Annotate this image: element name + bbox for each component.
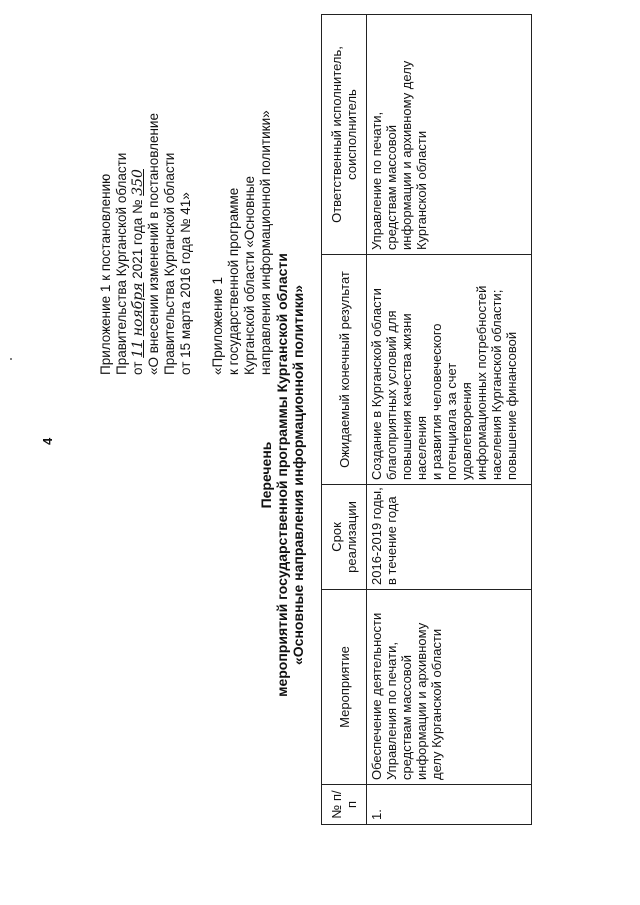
annex-date-line (130, 15, 146, 375)
annex-line: Приложение 1 к постановлению (98, 173, 113, 375)
annex-date-prefix: от (130, 357, 145, 375)
annex-line: к государственной программе (226, 187, 241, 375)
title-line: «Основные направления информационной политики» (290, 285, 306, 665)
title-line: мероприятий государственной программы Курганской области (274, 253, 290, 697)
handwritten-month: ноября (130, 282, 146, 337)
cell-executor: Управление по печати, средствам массовой информации и архивному делу Курганской области (367, 15, 532, 255)
annex-line: направления информационной политики» (258, 110, 273, 375)
table-header-row (322, 15, 367, 825)
header-num: № п/п (322, 785, 367, 825)
cell-num: 1. (367, 785, 532, 825)
cell-term: 2016-2019 годы, в течение года (367, 485, 532, 590)
annex-line: «Приложение 1 (210, 277, 225, 375)
annex-line: от 15 марта 2016 года № 41» (178, 192, 193, 375)
header-event: Мероприятие (322, 590, 367, 785)
annex-block (98, 15, 274, 375)
annex-date-mid: 2021 года № (130, 195, 145, 283)
header-term: Срок реализации (322, 485, 367, 590)
header-executor: Ответственный исполнитель, соисполнитель (322, 15, 367, 255)
events-table (321, 14, 532, 825)
cell-event: Обеспечение деятельности Управления по печати, средствам массовой информации и архивному делу Курганской области (367, 590, 532, 785)
title-line: Перечень (258, 441, 274, 509)
cell-result: Создание в Курганской области благоприятных условий для повышения качества жизни населения и развития человеческого потенциала за счет удовлетворения информационных потребностей населения Курганской области; повышение финансовой (367, 255, 532, 485)
handwritten-day: 11 (130, 340, 146, 358)
document-title (258, 195, 306, 755)
page-number: 4 (40, 437, 55, 445)
handwritten-number: 350 (130, 169, 146, 196)
header-result: Ожидаемый конечный результат (322, 255, 367, 485)
annex-line: Правительства Курганской области (162, 152, 177, 375)
annex-line: Курганской области «Основные (242, 176, 257, 375)
annex-line: Правительства Курганской области (114, 152, 129, 375)
table-row (367, 15, 532, 825)
annex-line: «О внесении изменений в постановление (146, 113, 161, 375)
